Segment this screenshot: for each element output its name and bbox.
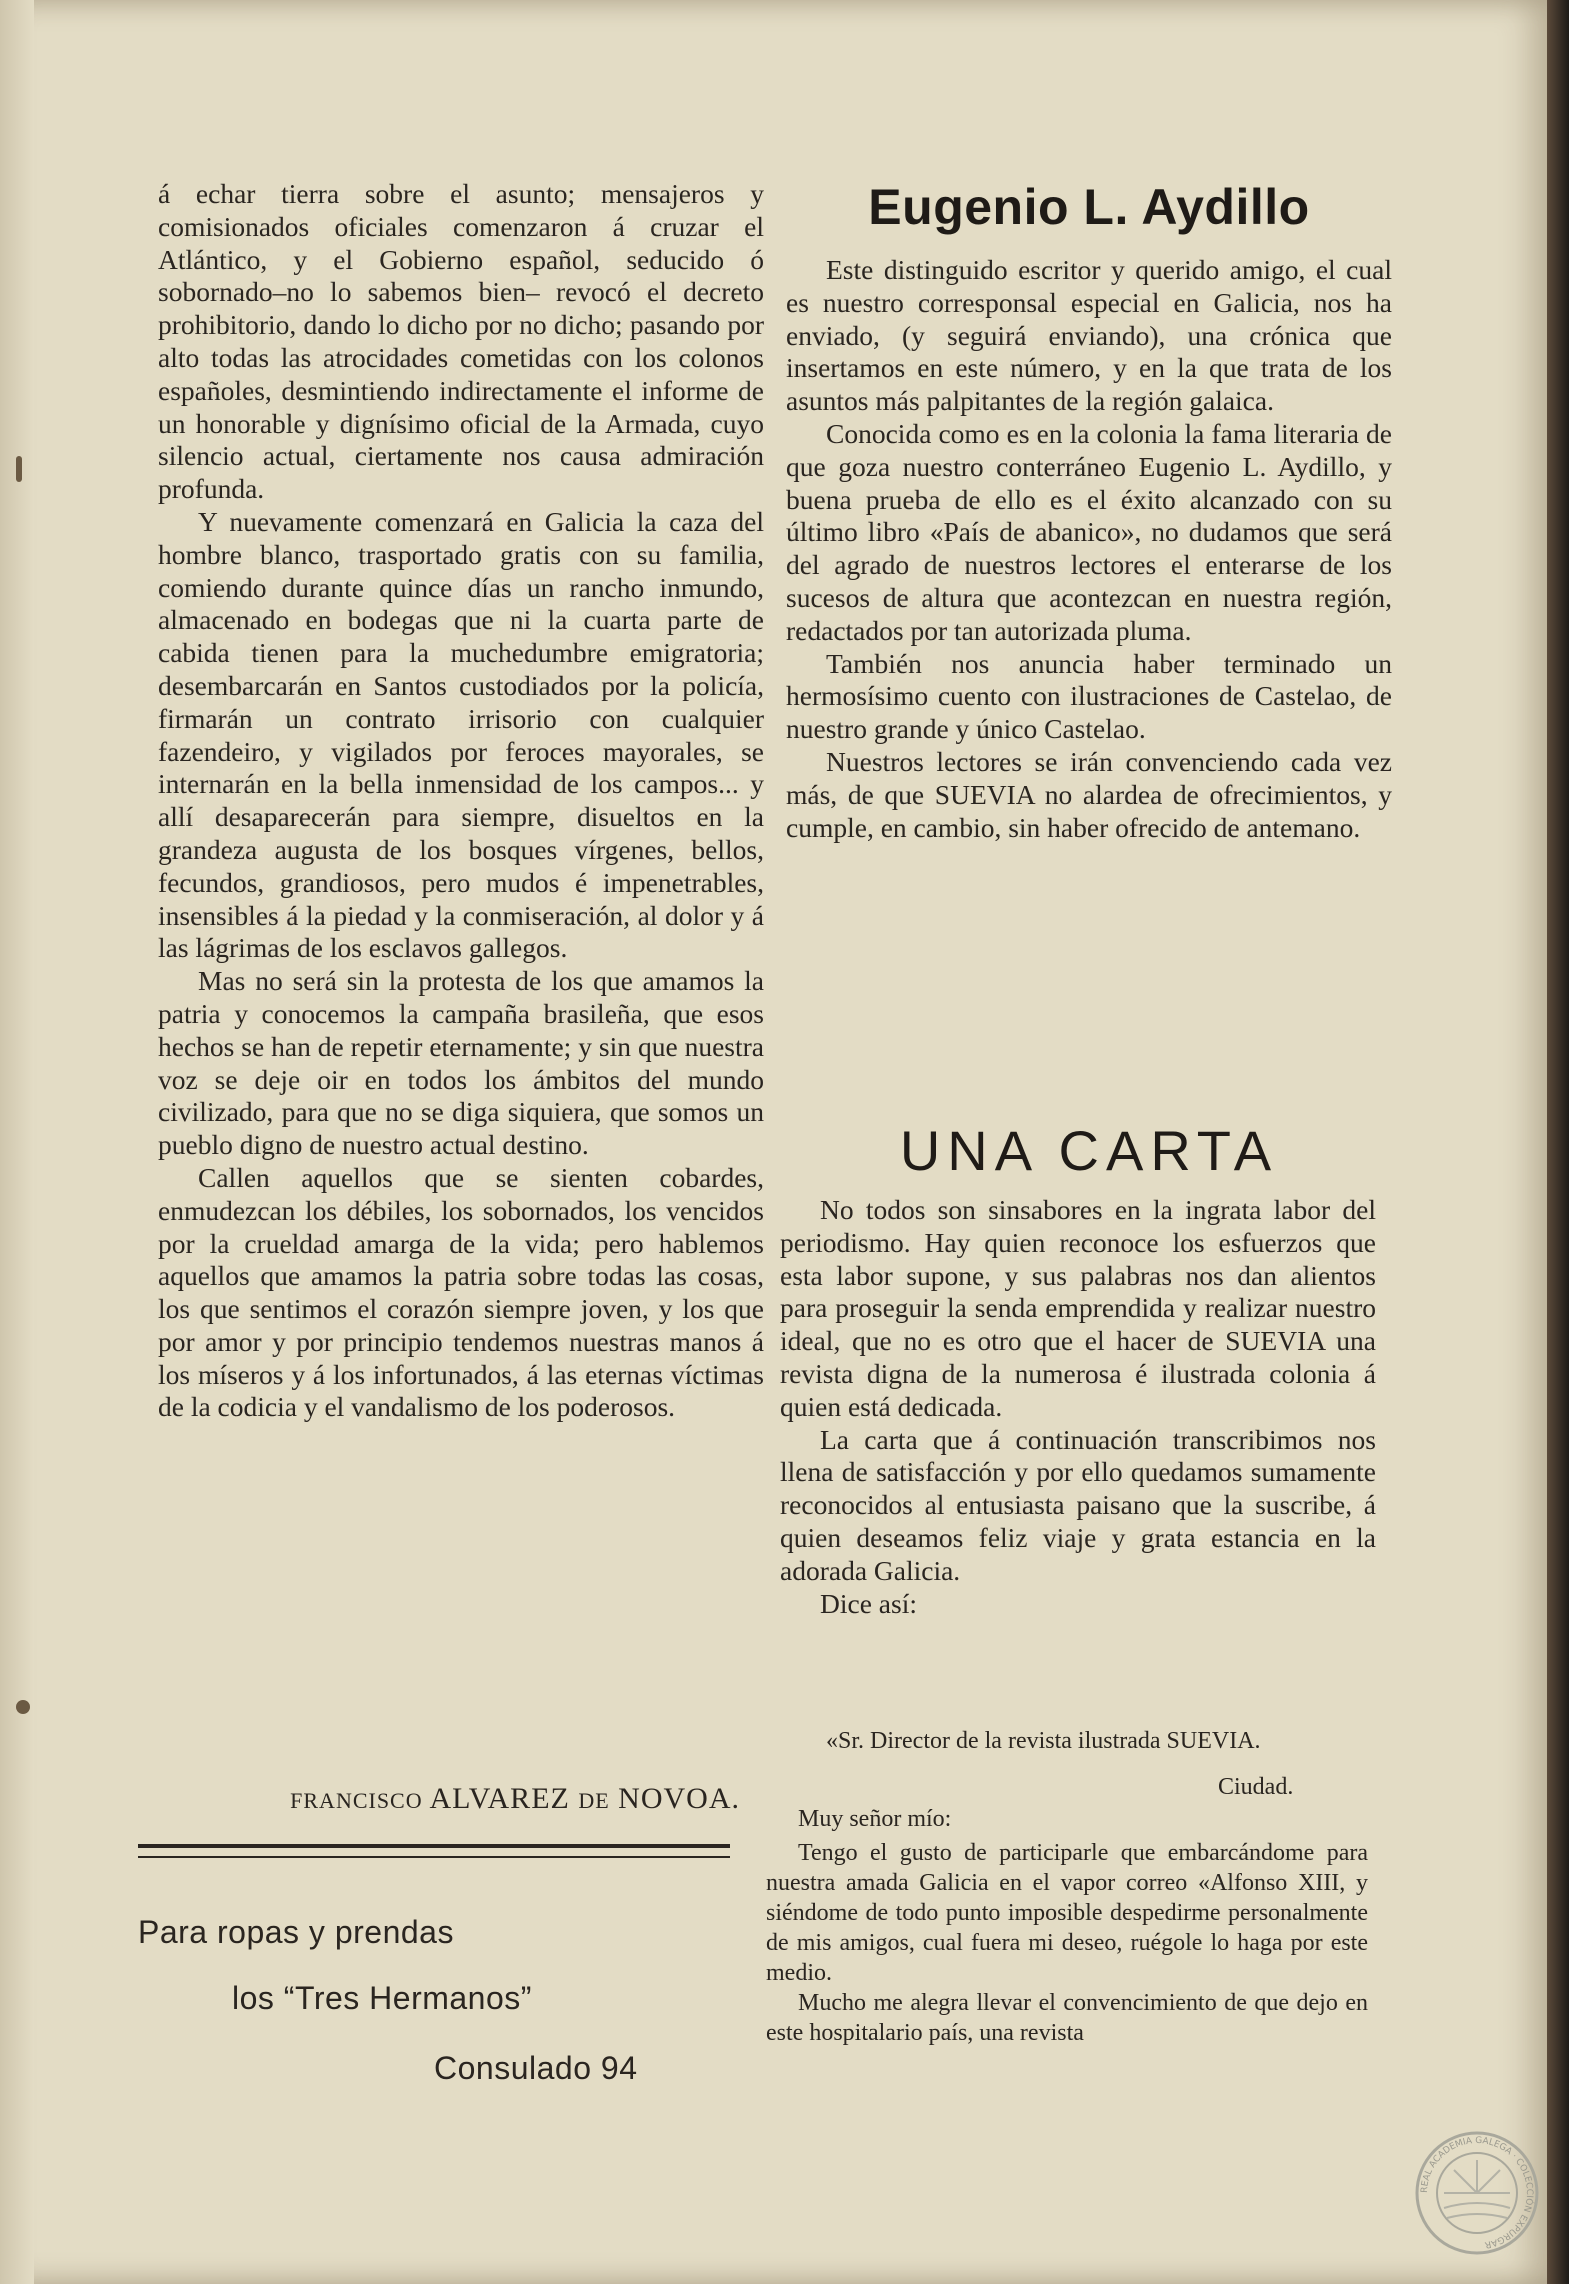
library-stamp-icon [1414, 2130, 1540, 2256]
signature-first-name: FRANCISCO [290, 1788, 423, 1813]
article-paragraph: También nos anuncia haber terminado un hermosísimo cuento con ilustraciones de Castelao, de nuestro grande y único Castelao. [786, 647, 1392, 745]
binding-mark [16, 456, 22, 482]
article-aydillo-body [786, 254, 1392, 844]
page-edge [1547, 0, 1569, 2284]
signature-surname: ALVAREZ [429, 1782, 570, 1815]
ad-line-2: los “Tres Hermanos” [232, 1980, 532, 2016]
left-paragraph: Y nuevamente comenzará en Galicia la caza del hombre blanco, trasportado gratis con su familia, comiendo durante quince días un rancho inmundo, almacenado en bodegas que ni la cuarta parte de cabida tienen para la muchedumbre emigratoria; desembarcarán en Santos custodiados por la policía, firmarán un contrato irrisorio con cualquier fazendeiro, y vigilados por feroces mayorales, se internarán en la bella inmensidad de los campos... y allí desaparecerán para siempre, disueltos en la grandeza augusta de los bosques vírgenes, bellos, fecundos, grandiosos, pero mudos é impenetrables, insensibles á la piedad y la conmiseración, al dolor y á las lágrimas de los esclavos gallegos. [158, 505, 764, 964]
left-paragraph: Callen aquellos que se sienten cobardes, enmudezcan los débiles, los sobornados, los vencidos por la crueldad amarga de la vida; pero hablemos aquellos que amamos la patria sobre todas las cosas, los que sentimos el corazón siempre joven, y los que por amor y por principio tendemos nuestras manos á los míseros y á los infortunados, á las eternas víctimas de la codicia y el vandalismo de los poderosos. [158, 1161, 764, 1423]
article-paragraph: Este distinguido escritor y querido amigo, el cual es nuestro corresponsal especial en Galicia, nos ha enviado, (y seguirá enviando), una crónica que insertamos en este número, y en la que trata de los asuntos más palpitantes de la región galaica. [786, 254, 1392, 417]
article-title-aydillo: Eugenio L. Aydillo [868, 179, 1310, 235]
letter-body [766, 1838, 1368, 2048]
letter-paragraph: Tengo el gusto de participarle que embarcándome para nuestra amada Galicia en el vapor correo «Alfonso XIII, y siéndome de todo punto imposible despedirme personalmente de mis amigos, cual fuera mi deseo, ruégole lo haga por este medio. [766, 1840, 1368, 1986]
left-paragraph: á echar tierra sobre el asunto; mensajeros y comisionados oficiales comenzaron á cruzar el Atlántico, y el Gobierno español, seducido ó sobornado–no lo sabemos bien– revocó el decreto prohibitorio, dando lo dicho por no dicho; pasando por alto todas las atrocidades cometidas con los colonos españoles, desmintiendo indirectamente el informe de un honorable y dignísimo oficial de la Armada, cuyo silencio actual, ciertamente nos causa admiración profunda. [158, 178, 764, 505]
article-carta-body [780, 1194, 1376, 1620]
article-paragraph: Conocida como es en la colonia la fama literaria de que goza nuestro conterráneo Eugenio L. Aydillo, y buena prueba de ello es el éxito alcanzado con su último libro «País de abanico», no dudamos que será del agrado de nuestros lectores el enterarse de los sucesos de altura que acontezcan en nuestra región, redactados por tan autorizada pluma. [786, 417, 1392, 646]
page-gutter [0, 0, 34, 2284]
signature-de: DE [578, 1788, 610, 1813]
binding-hole [16, 1700, 30, 1714]
author-signature [200, 1782, 740, 1816]
letter-city: Ciudad. [1218, 1774, 1294, 1800]
divider-rule-thick [138, 1844, 730, 1848]
left-column [158, 178, 764, 1424]
divider-rule-thin [138, 1856, 730, 1858]
article-paragraph: La carta que á continuación transcribimos nos llena de satisfacción y por ello quedamos sumamente reconocidos al entusiasta paisano que la suscribe, á quien deseamos feliz viaje y grata estancia en la adorada Galicia. [780, 1423, 1376, 1586]
article-paragraph: Nuestros lectores se irán convenciendo cada vez más, de que SUEVIA no alardea de ofrecimientos, y cumple, en cambio, sin haber ofrecido de antemano. [786, 745, 1392, 843]
left-paragraph: Mas no será sin la protesta de los que amamos la patria y conocemos la campaña brasileña, que esos hechos se han de repetir eternamente; y sin que nuestra voz se deje oir en todos los ámbitos del mundo civilizado, para que no se diga siquiera, que somos un pueblo digno de nuestro actual destino. [158, 965, 764, 1161]
ad-line-1: Para ropas y prendas [138, 1914, 454, 1950]
ad-line-3: Consulado 94 [434, 2050, 638, 2086]
letter-address: «Sr. Director de la revista ilustrada SUEVIA. [826, 1728, 1261, 1754]
article-paragraph: No todos son sinsabores en la ingrata labor del periodismo. Hay quien reconoce los esfuerzos que esta labor supone, y sus palabras nos dan alientos para proseguir la senda emprendida y realizar nuestro ideal, que no es otro que el hacer de SUEVIA una revista digna de la numerosa é ilustrada colonia á quien está dedicada. [780, 1194, 1376, 1422]
signature-last-name: NOVOA. [618, 1782, 740, 1815]
article-paragraph: Dice así: [820, 1587, 917, 1619]
stamp-text: REAL ACADEMIA GALEGA · COLECCIÓN EXPURGAR [1419, 2135, 1535, 2250]
letter-salutation: Muy señor mío: [798, 1806, 952, 1832]
letter-paragraph: Mucho me alegra llevar el convencimiento de que dejo en este hospitalario país, una revista [766, 1990, 1368, 2046]
article-title-una-carta: UNA CARTA [899, 1119, 1279, 1182]
